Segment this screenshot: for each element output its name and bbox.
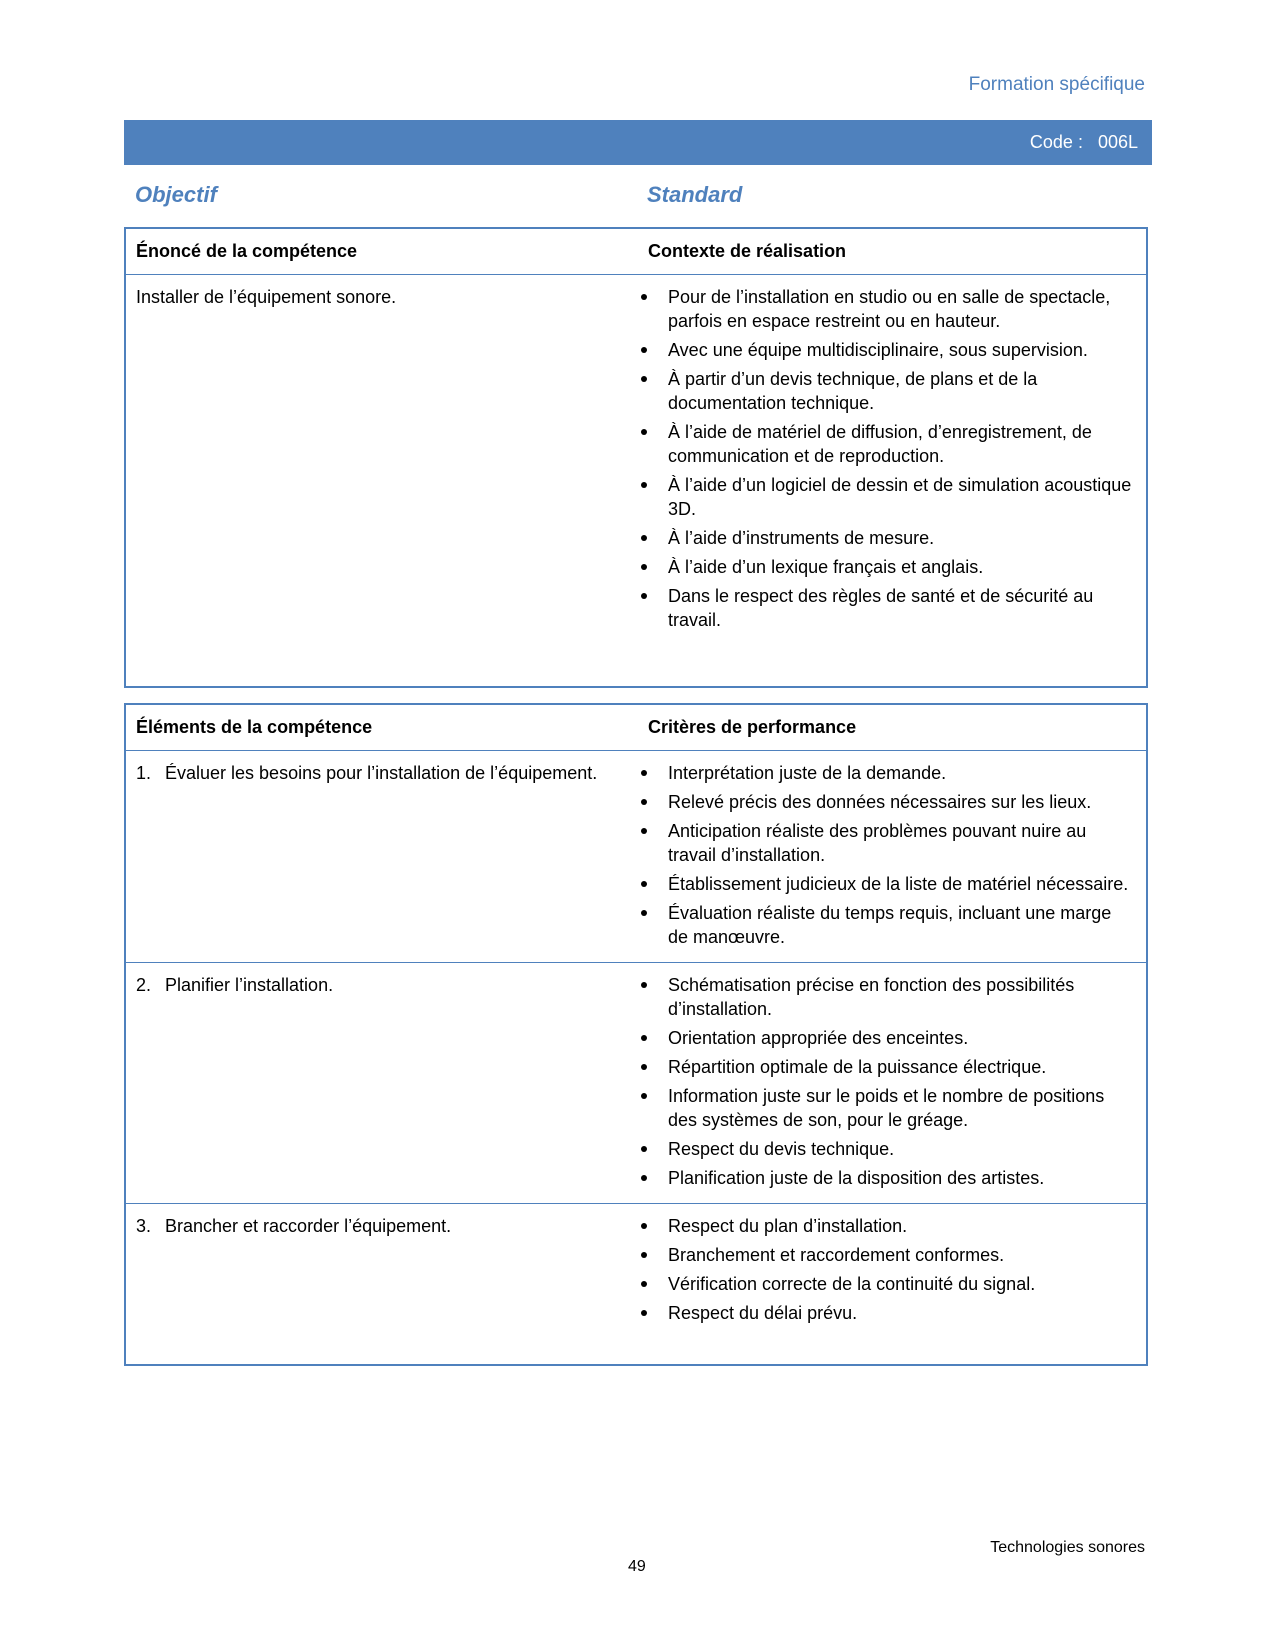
- list-item: À l’aide d’instruments de mesure.: [638, 526, 1136, 550]
- footer-program-title: Technologies sonores: [990, 1539, 1145, 1556]
- context-heading: Contexte de réalisation: [648, 241, 847, 261]
- competency-statement-table: [124, 227, 1148, 688]
- context-list: [638, 285, 1136, 632]
- list-item: Évaluation réaliste du temps requis, incluant une marge de manœuvre.: [638, 901, 1136, 949]
- criteria-list: [638, 761, 1136, 949]
- table-header: [126, 705, 1146, 751]
- list-item: Respect du plan d’installation.: [638, 1214, 1136, 1238]
- list-item: Respect du devis technique.: [638, 1137, 1136, 1161]
- list-item: Planification juste de la disposition des artistes.: [638, 1166, 1136, 1190]
- list-item: Pour de l’installation en studio ou en salle de spectacle, parfois en espace restreint ou en hauteur.: [638, 285, 1136, 333]
- list-item: Avec une équipe multidisciplinaire, sous supervision.: [638, 338, 1136, 362]
- criteria-cell: [638, 1214, 1146, 1330]
- list-item: Relevé précis des données nécessaires sur les lieux.: [638, 790, 1136, 814]
- list-item: Branchement et raccordement conformes.: [638, 1243, 1136, 1267]
- element-cell: [126, 761, 638, 954]
- objectif-label: Objectif: [135, 182, 217, 207]
- table-row: [126, 275, 1146, 645]
- element-text: Évaluer les besoins pour l’installation de l’équipement.: [165, 763, 598, 783]
- table-row: [126, 1204, 1146, 1338]
- list-item: Respect du délai prévu.: [638, 1301, 1136, 1325]
- statement-heading: Énoncé de la compétence: [136, 241, 358, 261]
- list-item: À l’aide d’un logiciel de dessin et de simulation acoustique 3D.: [638, 473, 1136, 521]
- table-header: [126, 229, 1146, 275]
- criteria-heading: Critères de performance: [648, 717, 857, 737]
- competency-elements-table: [124, 703, 1148, 1366]
- running-header-title: Formation spécifique: [968, 74, 1145, 95]
- list-item: Information juste sur le poids et le nombre de positions des systèmes de son, pour le gréage.: [638, 1084, 1136, 1132]
- page-number: 49: [628, 1558, 646, 1575]
- element-number: 1.: [136, 763, 152, 783]
- element-text: Brancher et raccorder l’équipement.: [165, 1216, 452, 1236]
- criteria-cell: [638, 761, 1146, 954]
- context-list-cell: [638, 285, 1146, 637]
- element-cell: [126, 973, 638, 1195]
- element-number: 3.: [136, 1216, 152, 1236]
- element-cell: [126, 1214, 638, 1330]
- list-item: Répartition optimale de la puissance électrique.: [638, 1055, 1136, 1079]
- list-item: À l’aide d’un lexique français et anglais.: [638, 555, 1136, 579]
- table-row: [126, 751, 1146, 963]
- competency-statement: Installer de l’équipement sonore.: [136, 287, 397, 307]
- competency-code: Code : 006L: [1029, 132, 1138, 152]
- list-item: Anticipation réaliste des problèmes pouvant nuire au travail d’installation.: [638, 819, 1136, 867]
- list-item: Schématisation précise en fonction des possibilités d’installation.: [638, 973, 1136, 1021]
- element-number: 2.: [136, 975, 152, 995]
- list-item: Vérification correcte de la continuité du signal.: [638, 1272, 1136, 1296]
- element-text: Planifier l’installation.: [165, 975, 334, 995]
- table-row: [126, 963, 1146, 1204]
- standard-label: Standard: [647, 182, 743, 207]
- list-item: À l’aide de matériel de diffusion, d’enregistrement, de communication et de reproduction.: [638, 420, 1136, 468]
- list-item: Établissement judicieux de la liste de matériel nécessaire.: [638, 872, 1136, 896]
- list-item: À partir d’un devis technique, de plans et de la documentation technique.: [638, 367, 1136, 415]
- column-labels: [135, 182, 1145, 210]
- list-item: Interprétation juste de la demande.: [638, 761, 1136, 785]
- criteria-list: [638, 1214, 1136, 1325]
- code-bar: [124, 120, 1152, 165]
- criteria-list: [638, 973, 1136, 1190]
- elements-heading: Éléments de la compétence: [136, 717, 373, 737]
- criteria-cell: [638, 973, 1146, 1195]
- list-item: Dans le respect des règles de santé et de sécurité au travail.: [638, 584, 1136, 632]
- list-item: Orientation appropriée des enceintes.: [638, 1026, 1136, 1050]
